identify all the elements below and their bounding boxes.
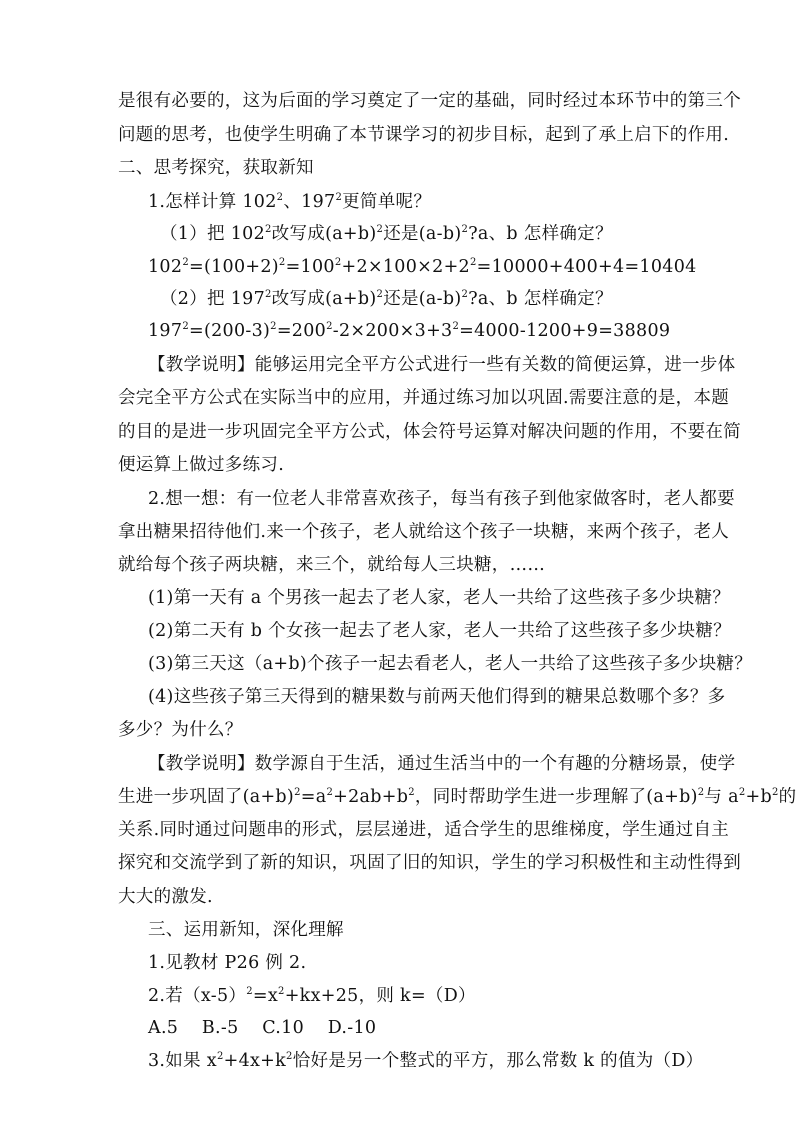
body-line: 2.想一想：有一位老人非常喜欢孩子，每当有孩子到他家做客时，老人都要	[148, 489, 735, 509]
equation-line: $197^2=(200-3)^2=200^2-2\times 200\times 3+3^2=4000-1200+9=38809$	[148, 321, 671, 341]
teaching-note-line: 探究和交流学到了新的知识，巩固了旧的知识，学生的学习积极性和主动性得到	[118, 853, 741, 873]
answer-options: A.5 B.-5 C.10 D.-10	[148, 1018, 377, 1038]
sub-question-line: （1）把 $102^2$改写成$(a+b)^2$还是$(a-b)^2?a$、b 怎样确定？	[160, 224, 613, 244]
section-heading: 二、思考探究，获取新知	[118, 158, 314, 178]
question-line: (3)第三天这（a+b)个孩子一起去看老人，老人一共给了这些孩子多少块糖？	[148, 654, 753, 674]
question-line: (1)第一天有 a 个男孩一起去了老人家，老人一共给了这些孩子多少块糖？	[148, 588, 731, 608]
exercise-line: 1.见教材 P26 例 2.	[148, 953, 307, 973]
teaching-note-line: 【教学说明】能够运用完全平方公式进行一些有关数的简便运算，进一步体	[148, 355, 736, 375]
question-line: (4)这些孩子第三天得到的糖果数与前两天他们得到的糖果总数哪个多？多	[148, 687, 726, 707]
teaching-note-line: 会完全平方公式在实际当中的应用，并通过练习加以巩固.需要注意的是，本题	[118, 388, 730, 408]
sub-question-line: （2）把 $197^2$改写成$(a+b)^2$还是$(a-b)^2?a$、b 怎样确定？	[160, 289, 613, 309]
exercise-line: 2.若$(x-5)^2=x^2+kx+25$，则 k=（D）	[148, 986, 476, 1006]
question-line: 多少？为什么？	[118, 720, 243, 740]
exercise-line: 3.如果 $x^2+4x+k^2$恰好是另一个整式的平方，那么常数 k 的值为（D）	[148, 1051, 704, 1071]
teaching-note-line: 【教学说明】数学源自于生活，通过生活当中的一个有趣的分糖场景，使学	[148, 754, 736, 774]
teaching-note-line: 大大的激发.	[118, 887, 213, 907]
teaching-note-line: 关系.同时通过问题串的形式，层层递进，适合学生的思维梯度，学生通过自主	[118, 820, 730, 840]
body-line: 拿出糖果招待他们.来一个孩子，老人就给这个孩子一块糖，来两个孩子，老人	[118, 522, 730, 542]
body-line: 是很有必要的，这为后面的学习奠定了一定的基础，同时经过本环节中的第三个	[118, 91, 741, 111]
question-line: (2)第二天有 b 个女孩一起去了老人家，老人一共给了这些孩子多少块糖？	[148, 621, 731, 641]
body-line: 问题的思考，也使学生明确了本节课学习的初步目标，起到了承上启下的作用.	[118, 125, 730, 145]
question-line: 1.怎样计算 $102^2$、$197^2$更简单呢？	[148, 192, 432, 212]
teaching-note-line: 便运算上做过多练习.	[118, 455, 285, 475]
teaching-note-line: 的目的是进一步巩固完全平方公式，体会符号运算对解决问题的作用，不要在简	[118, 422, 741, 442]
body-line: 就给每个孩子两块糖，来三个，就给每人三块糖，……	[118, 555, 546, 575]
teaching-note-line: 生进一步巩固了$(a+b)^2=a^2+2ab+b^2$，同时帮助学生进一步理解了$(a+b)^2$与 $a^2+b^2$的	[118, 787, 796, 807]
section-heading: 三、运用新知，深化理解	[148, 920, 344, 940]
equation-line: $102^2=(100+2)^2=100^2+2\times 100\times 2+2^2=10000+400+4=10404$	[148, 257, 697, 277]
